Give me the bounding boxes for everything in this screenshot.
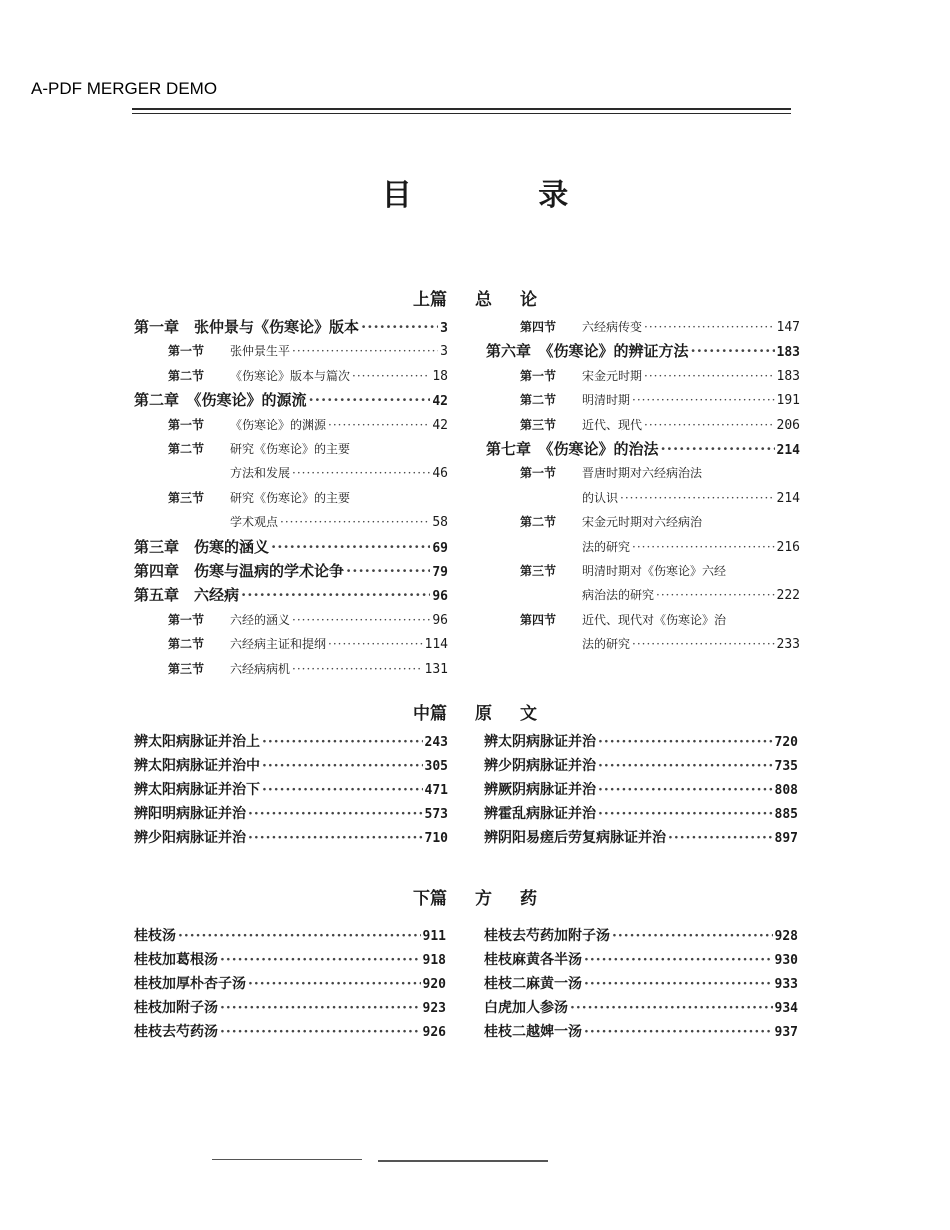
- toc-page-number: 233: [776, 637, 800, 653]
- toc-page-number: 114: [424, 637, 448, 653]
- toc-entry-text: 六经病传变: [582, 320, 643, 334]
- toc-entry: [582, 633, 800, 655]
- toc-entry: [520, 389, 800, 411]
- leader-dots: [220, 949, 421, 971]
- toc-page-number: 934: [774, 1001, 798, 1016]
- toc-entry-text: 第六章 《伤寒论》的辨证方法: [486, 342, 689, 361]
- leader-dots: [584, 1021, 773, 1043]
- toc-page-number: 243: [424, 735, 448, 750]
- leader-dots: [309, 389, 431, 411]
- toc-entry-label: [582, 584, 654, 606]
- toc-entry-label: 辨太阳病脉证并治中: [134, 758, 260, 774]
- leader-dots: [584, 973, 773, 995]
- header-rule-thin: [132, 113, 791, 114]
- toc-entry-label: [230, 462, 290, 484]
- toc-page-number: 937: [774, 1025, 798, 1040]
- toc-entry-label: [168, 414, 326, 436]
- toc-entry-label: [134, 316, 359, 338]
- toc-entry: [484, 803, 798, 825]
- toc-entry: [134, 584, 448, 606]
- toc-entry-text: 《伤寒论》版本与篇次: [230, 368, 351, 383]
- toc-page-number: 131: [424, 661, 448, 677]
- toc-entry-label: [134, 584, 239, 606]
- toc-entry-label: 白虎加人参汤: [484, 1000, 568, 1016]
- leader-dots: [292, 609, 430, 631]
- toc-page-number: 96: [432, 612, 448, 628]
- toc-entry-label: [520, 462, 702, 484]
- toc-entry-label: [520, 560, 726, 582]
- toc-page-number: 42: [432, 394, 448, 410]
- leader-dots: [292, 658, 423, 680]
- toc-entry-text: 法的研究: [582, 539, 631, 554]
- leader-dots: [644, 414, 775, 436]
- section-number: 第一节: [168, 417, 205, 432]
- toc-entry-label: [582, 633, 630, 655]
- toc-entry: [168, 340, 448, 362]
- toc-page-number: 216: [776, 539, 800, 555]
- toc-entry: [484, 779, 798, 801]
- toc-entry-label: [134, 389, 307, 411]
- leader-dots: [220, 997, 421, 1019]
- toc-entry-text: 六经病病机: [230, 661, 291, 676]
- leader-dots: [620, 487, 775, 509]
- toc-page-number: 930: [774, 953, 798, 968]
- toc-page-number: 3: [440, 344, 448, 360]
- toc-page-number: 885: [774, 807, 798, 822]
- toc-entry: [134, 803, 448, 825]
- leader-dots: [584, 949, 773, 971]
- toc-page-number: 214: [776, 490, 800, 506]
- section-number: 第一节: [520, 368, 557, 383]
- toc-entry-label: 辨少阳病脉证并治: [134, 830, 246, 846]
- toc-entry: [134, 755, 448, 777]
- part2-heading: 中篇 原 文: [413, 704, 537, 724]
- toc-entry-text: 第三章 伤寒的涵义: [134, 537, 270, 556]
- toc-entry-text: 研究《伤寒论》的主要: [230, 490, 351, 505]
- toc-entry-label: 桂枝二麻黄一汤: [484, 976, 582, 992]
- toc-entry-label: [168, 438, 350, 460]
- section-number: 第二节: [520, 393, 557, 408]
- toc-entry-label: [230, 511, 278, 533]
- toc-page-number: 96: [432, 589, 448, 605]
- section-number: 第一节: [520, 466, 557, 481]
- section-number: 第二节: [520, 515, 557, 530]
- toc-entry: [520, 316, 800, 338]
- leader-dots: [632, 389, 775, 411]
- leader-dots: [668, 827, 773, 849]
- toc-entry: [168, 609, 448, 631]
- toc-entry: [520, 462, 800, 484]
- toc-entry-label: [520, 414, 642, 436]
- toc-page-number: 214: [776, 443, 800, 458]
- toc-page-number: 3: [440, 321, 448, 336]
- leader-dots: [656, 584, 775, 606]
- leader-dots: [241, 584, 430, 606]
- toc-entry-label: 辨太阴病脉证并治: [484, 734, 596, 750]
- toc-entry-label: [168, 609, 290, 631]
- leader-dots: [328, 414, 430, 436]
- toc-entry-text: 近代、现代: [582, 417, 643, 432]
- toc-entry-text: 学术观点: [230, 515, 279, 530]
- toc-page-number: 46: [432, 466, 448, 482]
- toc-entry: [486, 438, 800, 460]
- toc-entry-label: [486, 438, 659, 460]
- toc-entry: [582, 536, 800, 558]
- toc-entry: [134, 973, 446, 995]
- toc-entry: [134, 1021, 446, 1043]
- toc-entry: [134, 925, 446, 947]
- leader-dots: [361, 316, 438, 338]
- toc-entry: [168, 438, 448, 460]
- leader-dots: [598, 731, 773, 753]
- toc-entry: [134, 389, 448, 411]
- toc-entry: [520, 609, 800, 631]
- leader-dots: [570, 997, 773, 1019]
- toc-page-number: 923: [422, 1001, 446, 1016]
- toc-entry: [484, 731, 798, 753]
- leader-dots: [262, 731, 423, 753]
- toc-entry-text: 病治法的研究: [582, 588, 655, 603]
- toc-entry: [168, 487, 448, 509]
- toc-entry-text: 第四章 伤寒与温病的学术论争: [134, 562, 345, 580]
- section-number: 第二节: [168, 368, 205, 383]
- toc-entry: [230, 511, 448, 533]
- toc-entry-label: 桂枝去芍药加附子汤: [484, 928, 610, 944]
- leader-dots: [292, 462, 430, 484]
- scan-noise-line: [212, 1159, 362, 1160]
- toc-entry-label: [582, 536, 630, 558]
- toc-entry: [484, 973, 798, 995]
- toc-entry-text: 六经病主证和提纲: [230, 637, 327, 652]
- section-number: 第四节: [520, 320, 557, 334]
- leader-dots: [220, 1021, 421, 1043]
- toc-page-number: 305: [424, 759, 448, 774]
- toc-page-number: 183: [776, 345, 800, 361]
- toc-entry-label: [486, 340, 689, 362]
- toc-entry-label: 辨少阴病脉证并治: [484, 758, 596, 774]
- toc-entry-label: 桂枝麻黄各半汤: [484, 952, 582, 968]
- toc-entry-label: 辨厥阴病脉证并治: [484, 782, 596, 798]
- toc-entry-label: [520, 316, 642, 338]
- toc-entry: [520, 560, 800, 582]
- section-number: 第一节: [168, 612, 205, 627]
- toc-entry-text: 六经的涵义: [230, 612, 291, 627]
- toc-entry-text: 明清时期对《伤寒论》六经: [582, 564, 727, 578]
- leader-dots: [248, 827, 423, 849]
- toc-page-number: 42: [432, 417, 448, 433]
- section-number: 第二节: [168, 637, 205, 652]
- toc-entry: [484, 827, 798, 849]
- leader-dots: [248, 973, 421, 995]
- toc-page-number: 222: [776, 588, 800, 604]
- toc-entry: [134, 536, 448, 558]
- toc-entry: [230, 462, 448, 484]
- page-title: 目 录: [381, 178, 627, 213]
- toc-entry-label: [168, 633, 326, 655]
- toc-entry-label: 桂枝加附子汤: [134, 1000, 218, 1016]
- toc-entry-text: 法的研究: [582, 637, 631, 652]
- toc-page-number: 933: [774, 977, 798, 992]
- toc-entry: [484, 949, 798, 971]
- toc-entry: [484, 997, 798, 1019]
- toc-page-number: 18: [432, 368, 448, 384]
- leader-dots: [598, 755, 773, 777]
- toc-page-number: 735: [774, 759, 798, 774]
- toc-page-number: 897: [774, 831, 798, 846]
- toc-entry-label: [134, 536, 269, 558]
- section-number: 第四节: [520, 612, 557, 627]
- section-number: 第三节: [520, 564, 557, 578]
- leader-dots: [271, 536, 430, 558]
- toc-entry-text: 近代、现代对《伤寒论》治: [582, 612, 727, 627]
- toc-entry-text: 明清时期: [582, 393, 631, 408]
- toc-entry: [484, 925, 798, 947]
- toc-entry: [484, 755, 798, 777]
- toc-page-number: 471: [424, 783, 448, 798]
- toc-entry-text: 第七章 《伤寒论》的治法: [486, 440, 659, 458]
- toc-entry-label: [520, 365, 642, 387]
- toc-entry-label: 辨阳明病脉证并治: [134, 806, 246, 822]
- header-rule-thick: [132, 108, 791, 110]
- toc-entry: [582, 487, 800, 509]
- toc-entry-label: [134, 560, 344, 582]
- toc-entry-label: 辨阴阳易瘥后劳复病脉证并治: [484, 830, 666, 846]
- toc-entry-label: 桂枝加厚朴杏子汤: [134, 976, 246, 992]
- toc-page-number: 191: [776, 393, 800, 409]
- toc-entry: [520, 414, 800, 436]
- leader-dots: [644, 316, 775, 338]
- toc-entry-label: 桂枝汤: [134, 928, 176, 944]
- toc-entry: [520, 511, 800, 533]
- toc-entry-label: [168, 487, 350, 509]
- leader-dots: [644, 365, 775, 387]
- toc-page-number: 206: [776, 417, 800, 433]
- toc-entry-label: [520, 609, 726, 631]
- leader-dots: [612, 925, 773, 947]
- toc-entry-text: 方法和发展: [230, 466, 291, 481]
- toc-entry-text: 宋金元时期: [582, 368, 643, 383]
- toc-page-number: 79: [432, 565, 448, 580]
- leader-dots: [262, 755, 423, 777]
- toc-entry: [134, 949, 446, 971]
- toc-entry-label: 辨太阳病脉证并治下: [134, 782, 260, 798]
- toc-entry: [134, 731, 448, 753]
- leader-dots: [280, 511, 430, 533]
- toc-page-number: 911: [422, 929, 446, 944]
- toc-entry: [134, 827, 448, 849]
- toc-entry-label: 辨霍乱病脉证并治: [484, 806, 596, 822]
- leader-dots: [598, 779, 773, 801]
- toc-page-number: 920: [422, 977, 446, 992]
- leader-dots: [292, 340, 438, 362]
- toc-entry-label: [168, 340, 290, 362]
- toc-entry-label: [168, 658, 290, 680]
- toc-entry: [168, 633, 448, 655]
- toc-entry-text: 研究《伤寒论》的主要: [230, 442, 351, 456]
- leader-dots: [352, 365, 430, 387]
- part3-heading: 下篇 方 药: [413, 889, 537, 909]
- leader-dots: [632, 536, 775, 558]
- section-number: 第二节: [168, 442, 205, 456]
- toc-entry-label: 桂枝二越婢一汤: [484, 1024, 582, 1040]
- toc-entry-label: 桂枝去芍药汤: [134, 1024, 218, 1040]
- toc-entry-text: 《伤寒论》的渊源: [230, 417, 327, 432]
- leader-dots: [632, 633, 775, 655]
- toc-page-number: 147: [776, 320, 800, 335]
- leader-dots: [661, 438, 775, 460]
- toc-page-number: 918: [422, 953, 446, 968]
- toc-entry: [520, 365, 800, 387]
- leader-dots: [262, 779, 423, 801]
- part1-heading: 上篇 总 论: [413, 290, 537, 310]
- toc-entry: [168, 658, 448, 680]
- toc-entry-text: 的认识: [582, 490, 619, 505]
- leader-dots: [598, 803, 773, 825]
- toc-page-number: 808: [774, 783, 798, 798]
- toc-entry-text: 晋唐时期对六经病治法: [582, 466, 703, 481]
- toc-entry: [134, 779, 448, 801]
- leader-dots: [248, 803, 423, 825]
- toc-page-number: 58: [432, 515, 448, 531]
- toc-entry-label: [168, 365, 350, 387]
- toc-entry-text: 张仲景生平: [230, 344, 291, 359]
- toc-page-number: 710: [424, 831, 448, 846]
- toc-page-number: 573: [424, 807, 448, 822]
- toc-page-number: 183: [776, 368, 800, 384]
- toc-entry-text: 宋金元时期对六经病治: [582, 515, 703, 530]
- toc-entry: [486, 340, 800, 362]
- toc-entry-label: [520, 389, 630, 411]
- toc-entry: [168, 414, 448, 436]
- section-number: 第三节: [520, 417, 557, 432]
- toc-page-number: 69: [432, 540, 448, 556]
- toc-entry: [134, 997, 446, 1019]
- toc-entry: [168, 365, 448, 387]
- leader-dots: [691, 340, 775, 362]
- watermark-text: A-PDF MERGER DEMO: [31, 79, 218, 98]
- toc-entry: [134, 560, 448, 582]
- toc-page-number: 720: [774, 735, 798, 750]
- scan-noise-line: [378, 1160, 548, 1162]
- section-number: 第一节: [168, 344, 205, 359]
- toc-entry: [484, 1021, 798, 1043]
- toc-entry-label: [520, 511, 702, 533]
- leader-dots: [346, 560, 430, 582]
- toc-page-number: 928: [774, 929, 798, 944]
- leader-dots: [328, 633, 423, 655]
- toc-entry: [582, 584, 800, 606]
- toc-entry: [134, 316, 448, 338]
- toc-entry-label: 桂枝加葛根汤: [134, 952, 218, 968]
- toc-entry-text: 第一章 张仲景与《伤寒论》版本: [134, 318, 360, 336]
- section-number: 第三节: [168, 661, 205, 676]
- toc-page-number: 926: [422, 1025, 446, 1040]
- toc-entry-label: 辨太阳病脉证并治上: [134, 734, 260, 750]
- toc-entry-text: 第五章 六经病: [134, 586, 240, 605]
- toc-entry-text: 第二章 《伤寒论》的源流: [134, 391, 307, 410]
- toc-entry-label: [582, 487, 618, 509]
- section-number: 第三节: [168, 490, 205, 505]
- leader-dots: [178, 925, 421, 947]
